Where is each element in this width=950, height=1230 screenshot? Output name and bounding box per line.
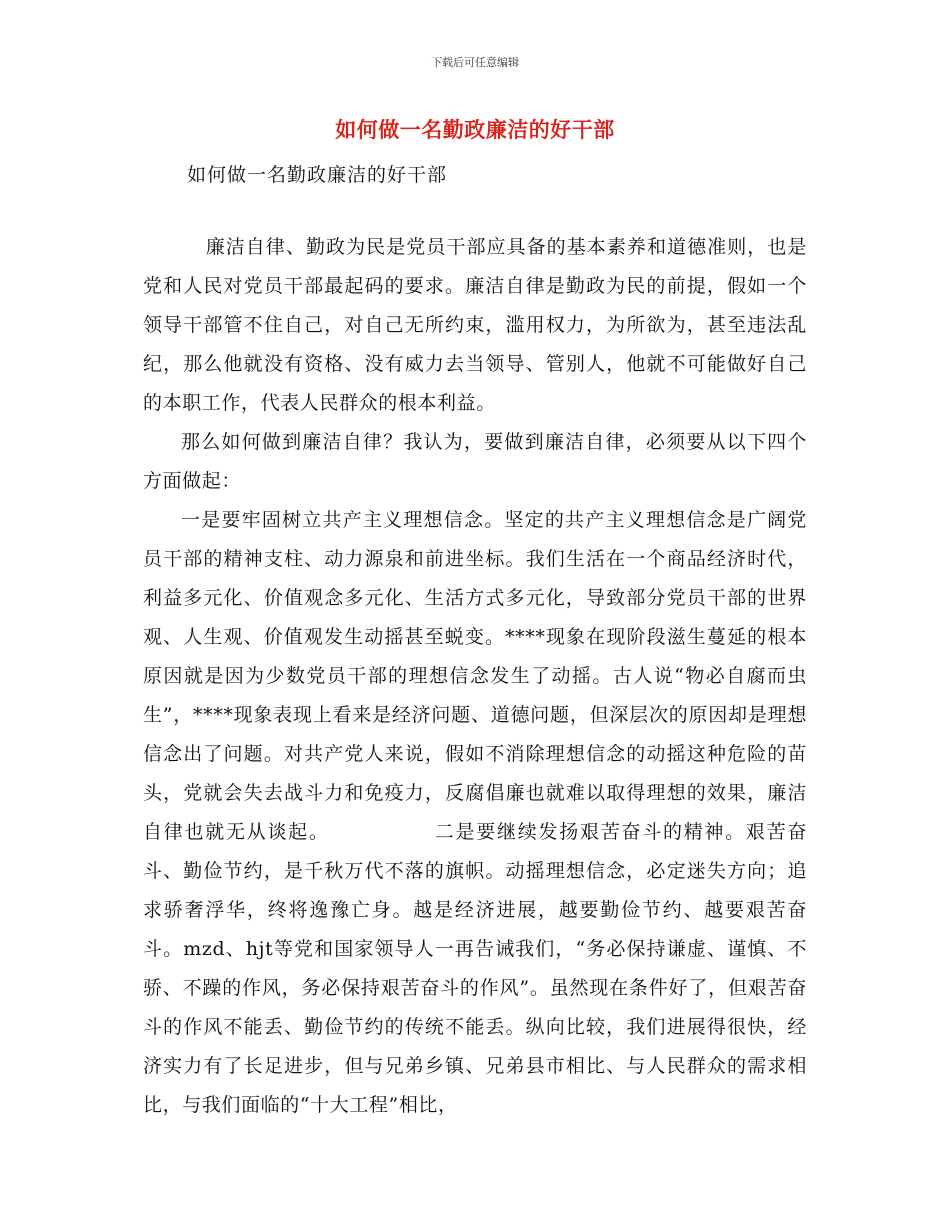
document-title: 如何做一名勤政廉洁的好干部 <box>335 117 615 142</box>
paragraph <box>143 501 807 1125</box>
header-note: 下载后可任意编辑 <box>431 56 519 69</box>
paragraph: 廉洁自律、勤政为民是党员干部应具备的基本素养和道德准则，也是党和人民对党员干部最起码的要求。廉洁自律是勤政为民的前提，假如一个领导干部管不住自己，对自己无所约束，滥用权力，为所欲为，甚至违法乱纪，那么他就没有资格、没有威力去当领导、管别人，他就不可能做好自己的本职工作，代表人民群众的根本利益。 <box>143 236 807 414</box>
paragraph: 那么如何做到廉洁自律？我认为，要做到廉洁自律，必须要从以下四个方面做起： <box>143 431 807 492</box>
paragraph-text: 二是要继续发扬艰苦奋斗的精神。艰苦奋斗、勤俭节约，是千秋万代不落的旗帜。动摇理想信念，必定迷失方向；追求骄奢浮华，终将逸豫亡身。越是经济进展，越要勤俭节约、越要艰苦奋斗。mzd、hjt等党和国家领导人一再告诫我们，“务必保持谦虚、谨慎、不骄、不躁的作风，务必保持艰苦奋斗的作风”。虽然现在条件好了，但艰苦奋斗的作风不能丢、勤俭节约的传统不能丢。纵向比较，我们进展得很快，经济实力有了长足进步，但与兄弟乡镇、兄弟县市相比、与人民群众的需求相比，与我们面临的“十大工程”相比， <box>143 821 807 1116</box>
paragraph-text: 一是要牢固树立共产主义理想信念。坚定的共产主义理想信念是广阔党员干部的精神支柱、动力源泉和前进坐标。我们生活在一个商品经济时代，利益多元化、价值观念多元化、生活方式多元化，导致部分党员干部的世界观、人生观、价值观发生动摇甚至蜕变。****现象在现阶段滋生蔓延的根本原因就是因为少数党员干部的理想信念发生了动摇。古人说“物必自腐而虫生”，****现象表现上看来是经济问题、道德问题，但深层次的原因却是理想信念出了问题。对共产党人来说，假如不消除理想信念的动摇这种危险的苗头，党就会失去战斗力和免疫力，反腐倡廉也就难以取得理想的效果，廉洁自律也就无从谈起。 <box>143 509 807 843</box>
document-subtitle: 如何做一名勤政廉洁的好干部 <box>187 164 448 186</box>
document-body <box>143 228 807 1125</box>
